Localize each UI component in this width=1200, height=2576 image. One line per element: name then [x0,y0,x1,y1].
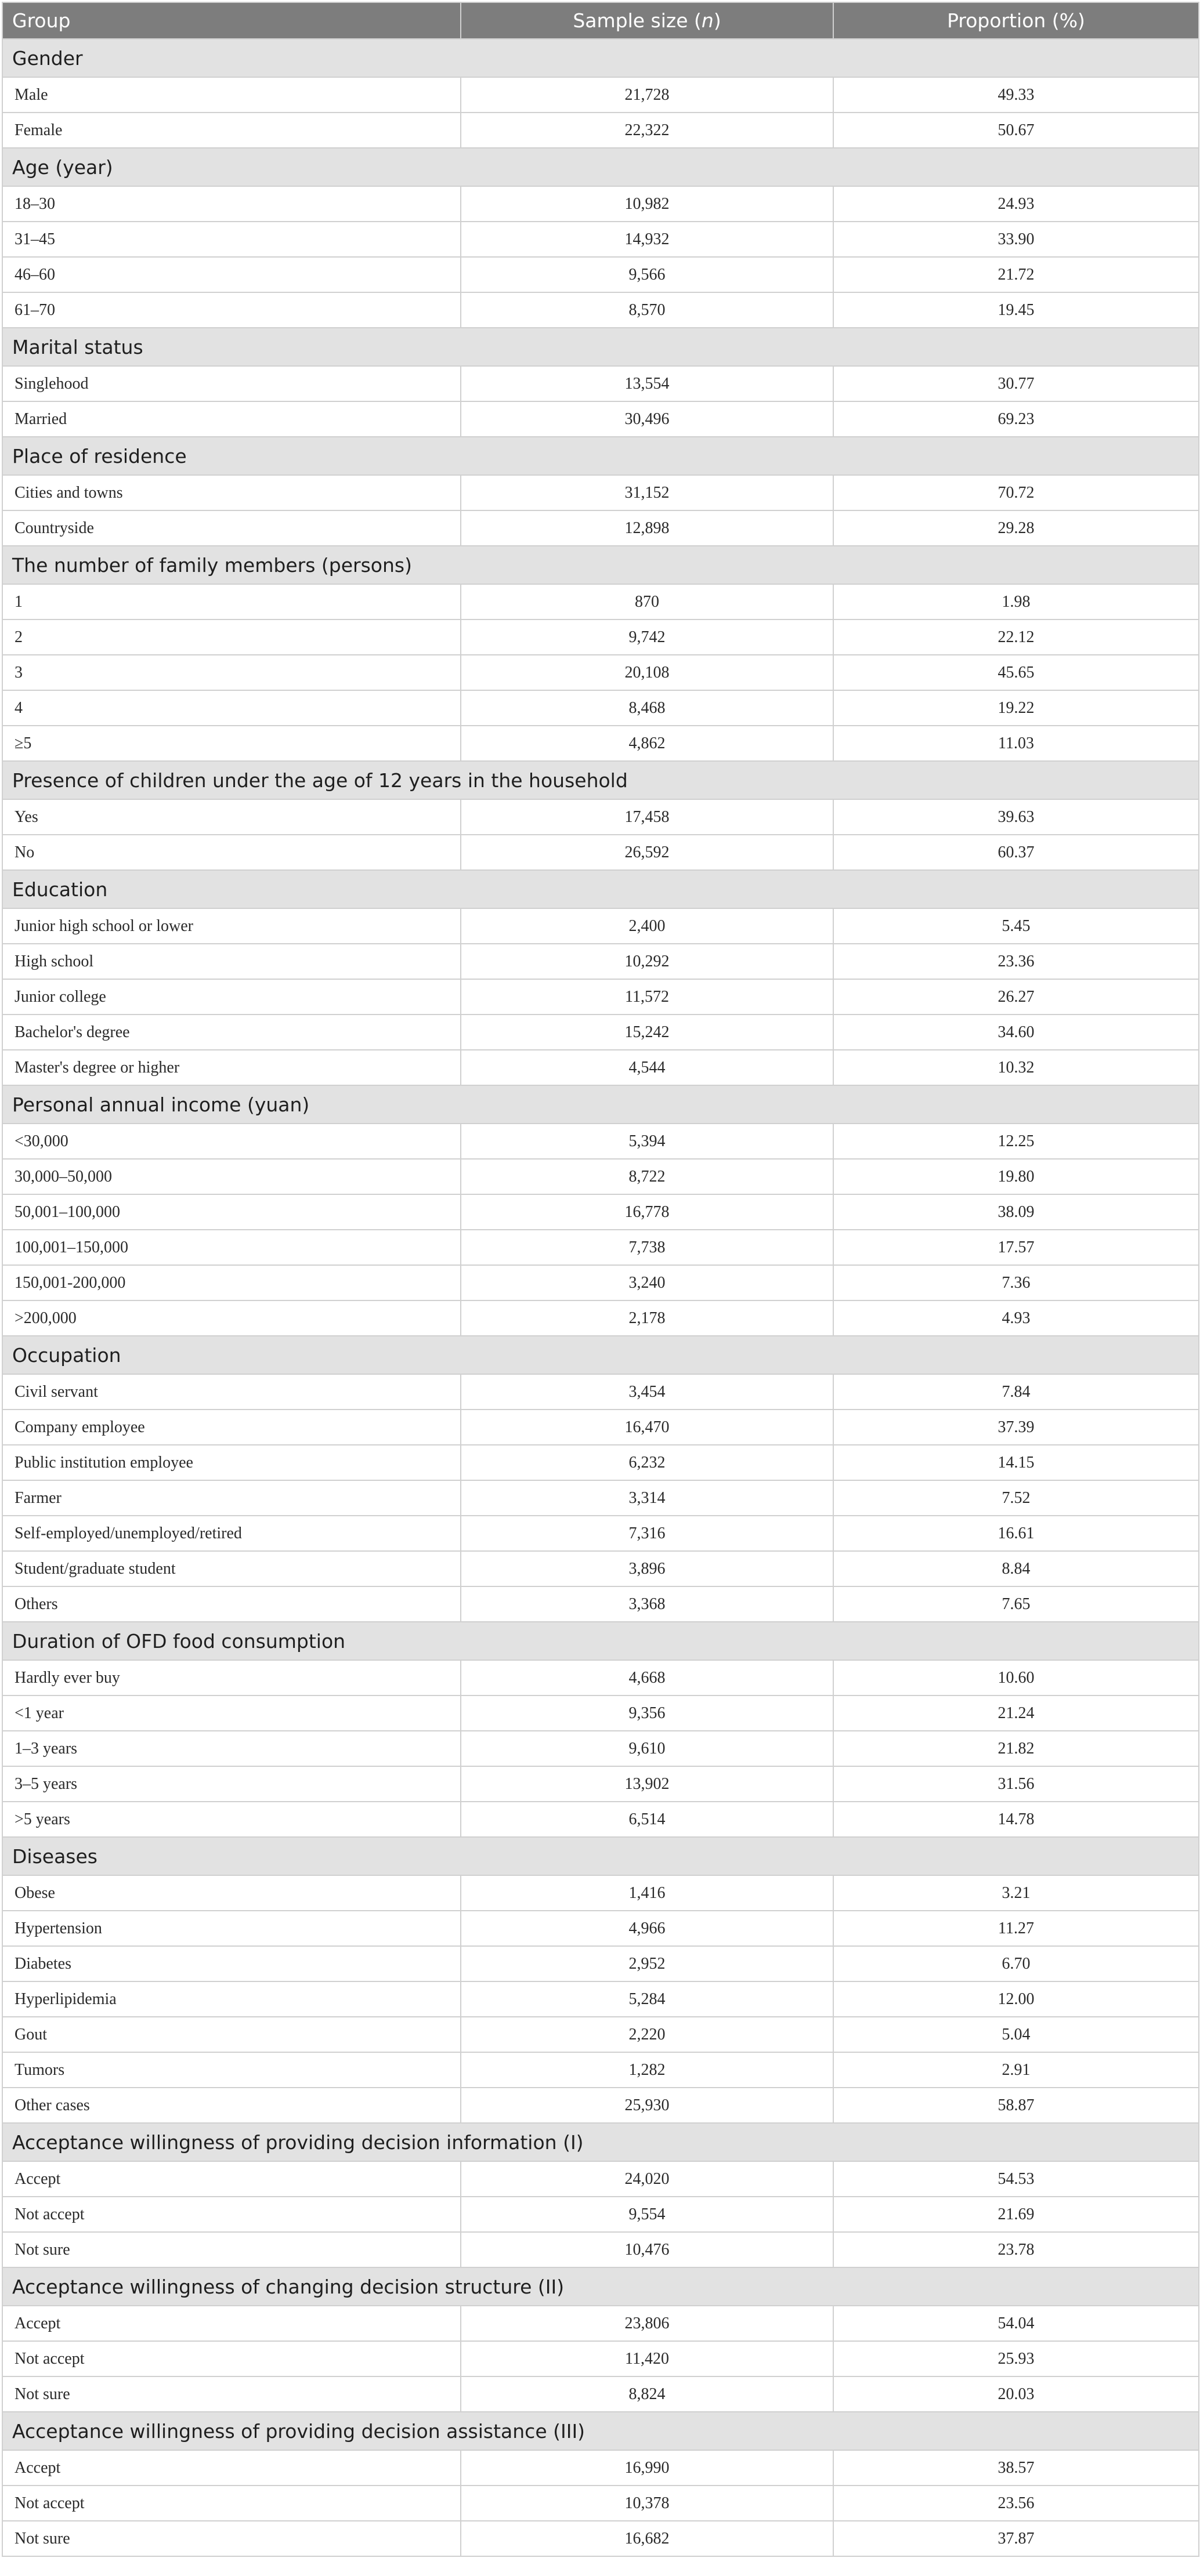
row-sample-size: 8,570 [461,292,833,328]
row-proportion: 29.28 [833,510,1199,546]
row-category: Married [2,401,461,437]
row-sample-size: 10,292 [461,944,833,979]
table-row [2,1516,1199,1551]
table-row [2,2450,1199,2486]
section-header-row [2,148,1199,186]
row-proportion: 19.45 [833,292,1199,328]
section-header-row [2,2267,1199,2306]
table-header [2,2,1199,39]
section-title: Gender [2,39,1199,77]
table-row [2,655,1199,690]
row-proportion: 21.24 [833,1695,1199,1731]
row-category: Junior college [2,979,461,1015]
row-sample-size: 10,378 [461,2486,833,2521]
row-proportion: 8.84 [833,1551,1199,1586]
row-sample-size: 10,982 [461,186,833,222]
row-proportion: 20.03 [833,2376,1199,2412]
section-header-row [2,546,1199,584]
table-row [2,2341,1199,2376]
row-proportion: 2.91 [833,2052,1199,2088]
section-header-row [2,437,1199,475]
row-category: 2 [2,619,461,655]
table-row [2,584,1199,619]
row-category: Not sure [2,2521,461,2556]
table-row [2,2521,1199,2556]
row-proportion: 49.33 [833,77,1199,113]
section-title: Place of residence [2,437,1199,475]
table-row [2,186,1199,222]
row-sample-size: 4,966 [461,1911,833,1946]
section-header-row [2,1085,1199,1124]
section-title: Marital status [2,328,1199,366]
row-proportion: 70.72 [833,475,1199,510]
row-proportion: 12.00 [833,1981,1199,2017]
section-title: The number of family members (persons) [2,546,1199,584]
row-proportion: 5.04 [833,2017,1199,2052]
row-proportion: 7.84 [833,1374,1199,1410]
row-sample-size: 3,454 [461,1374,833,1410]
row-category: Obese [2,1875,461,1911]
section-title: Duration of OFD food consumption [2,1622,1199,1660]
row-proportion: 11.27 [833,1911,1199,1946]
row-sample-size: 9,554 [461,2197,833,2232]
row-category: 3–5 years [2,1766,461,1802]
row-sample-size: 26,592 [461,835,833,870]
row-category: Yes [2,799,461,835]
section-header-row [2,1837,1199,1875]
row-proportion: 1.98 [833,584,1199,619]
header-sample-size [461,2,833,39]
table-row [2,2197,1199,2232]
row-category: 1–3 years [2,1731,461,1766]
table-row [2,1050,1199,1085]
row-proportion: 4.93 [833,1300,1199,1336]
row-category: Cities and towns [2,475,461,510]
row-sample-size: 4,862 [461,726,833,761]
row-proportion: 5.45 [833,908,1199,944]
row-proportion: 7.52 [833,1480,1199,1516]
table-row [2,2486,1199,2521]
row-sample-size: 13,902 [461,1766,833,1802]
row-proportion: 24.93 [833,186,1199,222]
header-proportion: Proportion (%) [833,2,1199,39]
row-category: Civil servant [2,1374,461,1410]
row-sample-size: 17,458 [461,799,833,835]
row-category: 46–60 [2,257,461,292]
row-proportion: 19.80 [833,1159,1199,1194]
section-title: Occupation [2,1336,1199,1374]
row-proportion: 12.25 [833,1124,1199,1159]
row-proportion: 38.57 [833,2450,1199,2486]
row-sample-size: 24,020 [461,2161,833,2197]
table-row [2,1194,1199,1230]
table-row [2,1586,1199,1622]
row-category: 100,001–150,000 [2,1230,461,1265]
section-title: Acceptance willingness of providing decision assistance (III) [2,2412,1199,2450]
row-sample-size: 2,178 [461,1300,833,1336]
row-proportion: 34.60 [833,1015,1199,1050]
table-row [2,944,1199,979]
row-proportion: 69.23 [833,401,1199,437]
section-title: Diseases [2,1837,1199,1875]
row-proportion: 31.56 [833,1766,1199,1802]
row-category: >5 years [2,1802,461,1837]
row-sample-size: 6,514 [461,1802,833,1837]
row-proportion: 50.67 [833,113,1199,148]
row-category: Accept [2,2161,461,2197]
section-header-row [2,761,1199,799]
row-proportion: 37.39 [833,1410,1199,1445]
table-row [2,77,1199,113]
row-sample-size: 9,610 [461,1731,833,1766]
row-category: Gout [2,2017,461,2052]
table-row [2,2376,1199,2412]
table-row [2,1551,1199,1586]
table-row [2,799,1199,835]
row-proportion: 33.90 [833,222,1199,257]
table-row [2,1695,1199,1731]
row-proportion: 58.87 [833,2088,1199,2123]
row-sample-size: 31,152 [461,475,833,510]
row-category: Male [2,77,461,113]
row-category: Countryside [2,510,461,546]
row-category: 3 [2,655,461,690]
table-row [2,2088,1199,2123]
row-sample-size: 8,722 [461,1159,833,1194]
row-sample-size: 3,368 [461,1586,833,1622]
row-category: Other cases [2,2088,461,2123]
row-sample-size: 9,742 [461,619,833,655]
row-proportion: 23.78 [833,2232,1199,2267]
row-sample-size: 16,682 [461,2521,833,2556]
row-category: Diabetes [2,1946,461,1981]
row-proportion: 54.04 [833,2306,1199,2341]
row-sample-size: 12,898 [461,510,833,546]
row-sample-size: 9,356 [461,1695,833,1731]
header-sample-size-n: n [701,9,714,32]
section-header-row [2,870,1199,908]
row-sample-size: 22,322 [461,113,833,148]
row-category: Student/graduate student [2,1551,461,1586]
row-sample-size: 13,554 [461,366,833,401]
row-category: Junior high school or lower [2,908,461,944]
row-proportion: 54.53 [833,2161,1199,2197]
table-row [2,1911,1199,1946]
section-header-row [2,2123,1199,2161]
row-sample-size: 20,108 [461,655,833,690]
row-proportion: 10.60 [833,1660,1199,1695]
row-category: Accept [2,2306,461,2341]
section-header-row [2,1622,1199,1660]
table-row [2,1374,1199,1410]
table-row [2,1946,1199,1981]
row-sample-size: 16,470 [461,1410,833,1445]
row-proportion: 39.63 [833,799,1199,835]
table-row [2,2306,1199,2341]
section-title: Acceptance willingness of providing decision information (I) [2,2123,1199,2161]
row-category: Not sure [2,2232,461,2267]
table-row [2,690,1199,726]
table-row [2,908,1199,944]
row-sample-size: 4,668 [461,1660,833,1695]
row-category: Not accept [2,2341,461,2376]
row-proportion: 7.65 [833,1586,1199,1622]
table-row [2,222,1199,257]
row-sample-size: 10,476 [461,2232,833,2267]
section-title: Education [2,870,1199,908]
row-category: Company employee [2,1410,461,1445]
row-proportion: 26.27 [833,979,1199,1015]
row-sample-size: 16,990 [461,2450,833,2486]
table-row [2,2052,1199,2088]
row-category: Not accept [2,2197,461,2232]
table-row [2,1015,1199,1050]
row-sample-size: 15,242 [461,1015,833,1050]
table-row [2,292,1199,328]
table-row [2,1480,1199,1516]
row-proportion: 10.32 [833,1050,1199,1085]
row-sample-size: 8,468 [461,690,833,726]
row-proportion: 16.61 [833,1516,1199,1551]
table-row [2,257,1199,292]
table-row [2,1410,1199,1445]
row-sample-size: 25,930 [461,2088,833,2123]
section-title: Personal annual income (yuan) [2,1085,1199,1124]
table-row [2,1766,1199,1802]
table-row [2,1981,1199,2017]
row-sample-size: 7,738 [461,1230,833,1265]
section-title: Presence of children under the age of 12 years in the household [2,761,1199,799]
table-row [2,726,1199,761]
table-row [2,619,1199,655]
row-proportion: 21.69 [833,2197,1199,2232]
row-sample-size: 7,316 [461,1516,833,1551]
row-sample-size: 8,824 [461,2376,833,2412]
row-proportion: 22.12 [833,619,1199,655]
row-proportion: 38.09 [833,1194,1199,1230]
row-category: Others [2,1586,461,1622]
table-row [2,2232,1199,2267]
row-category: Tumors [2,2052,461,2088]
table-row [2,2017,1199,2052]
row-category: Public institution employee [2,1445,461,1480]
row-proportion: 14.15 [833,1445,1199,1480]
row-category: <1 year [2,1695,461,1731]
demographics-table [2,2,1199,2557]
section-header-row [2,1336,1199,1374]
row-category: 18–30 [2,186,461,222]
row-category: Hypertension [2,1911,461,1946]
row-proportion: 7.36 [833,1265,1199,1300]
row-proportion: 3.21 [833,1875,1199,1911]
row-sample-size: 9,566 [461,257,833,292]
row-sample-size: 6,232 [461,1445,833,1480]
row-category: ≥5 [2,726,461,761]
table-row [2,835,1199,870]
table-row [2,1731,1199,1766]
row-proportion: 23.36 [833,944,1199,979]
row-category: Accept [2,2450,461,2486]
row-sample-size: 3,240 [461,1265,833,1300]
row-category: No [2,835,461,870]
row-sample-size: 3,314 [461,1480,833,1516]
row-proportion: 17.57 [833,1230,1199,1265]
row-category: 150,001-200,000 [2,1265,461,1300]
table-row [2,1875,1199,1911]
table-row [2,1124,1199,1159]
table-row [2,1300,1199,1336]
row-category: High school [2,944,461,979]
row-sample-size: 4,544 [461,1050,833,1085]
table-row [2,113,1199,148]
table-row [2,1265,1199,1300]
table-row [2,475,1199,510]
row-sample-size: 2,952 [461,1946,833,1981]
table-row [2,1230,1199,1265]
row-proportion: 21.72 [833,257,1199,292]
row-sample-size: 870 [461,584,833,619]
row-sample-size: 2,220 [461,2017,833,2052]
row-proportion: 19.22 [833,690,1199,726]
row-proportion: 30.77 [833,366,1199,401]
table-row [2,1445,1199,1480]
row-sample-size: 1,282 [461,2052,833,2088]
row-category: Hardly ever buy [2,1660,461,1695]
row-category: Not sure [2,2376,461,2412]
section-header-row [2,328,1199,366]
row-category: Not accept [2,2486,461,2521]
row-sample-size: 5,394 [461,1124,833,1159]
table-row [2,401,1199,437]
table-row [2,1660,1199,1695]
row-sample-size: 2,400 [461,908,833,944]
row-proportion: 23.56 [833,2486,1199,2521]
row-category: 4 [2,690,461,726]
row-category: Master's degree or higher [2,1050,461,1085]
table-row [2,510,1199,546]
row-category: <30,000 [2,1124,461,1159]
table-row [2,2161,1199,2197]
row-proportion: 6.70 [833,1946,1199,1981]
row-category: 61–70 [2,292,461,328]
header-row [2,2,1199,39]
row-sample-size: 23,806 [461,2306,833,2341]
section-title: Age (year) [2,148,1199,186]
row-sample-size: 5,284 [461,1981,833,2017]
row-sample-size: 1,416 [461,1875,833,1911]
table-row [2,1802,1199,1837]
table-row [2,1159,1199,1194]
row-proportion: 25.93 [833,2341,1199,2376]
row-proportion: 37.87 [833,2521,1199,2556]
table-body [2,39,1199,2556]
row-sample-size: 16,778 [461,1194,833,1230]
row-category: Bachelor's degree [2,1015,461,1050]
row-sample-size: 11,420 [461,2341,833,2376]
table-row [2,979,1199,1015]
row-category: 1 [2,584,461,619]
row-category: Singlehood [2,366,461,401]
row-proportion: 11.03 [833,726,1199,761]
row-sample-size: 21,728 [461,77,833,113]
row-category: 30,000–50,000 [2,1159,461,1194]
header-sample-size-prefix: Sample size ( [573,9,702,32]
row-category: Female [2,113,461,148]
row-sample-size: 30,496 [461,401,833,437]
row-sample-size: 14,932 [461,222,833,257]
row-category: 31–45 [2,222,461,257]
row-category: 50,001–100,000 [2,1194,461,1230]
row-proportion: 21.82 [833,1731,1199,1766]
header-sample-size-suffix: ) [713,9,721,32]
row-category: >200,000 [2,1300,461,1336]
section-title: Acceptance willingness of changing decision structure (II) [2,2267,1199,2306]
row-proportion: 14.78 [833,1802,1199,1837]
section-header-row [2,2412,1199,2450]
row-proportion: 60.37 [833,835,1199,870]
row-category: Self-employed/unemployed/retired [2,1516,461,1551]
row-category: Hyperlipidemia [2,1981,461,2017]
header-group: Group [2,2,461,39]
row-sample-size: 11,572 [461,979,833,1015]
table-row [2,366,1199,401]
section-header-row [2,39,1199,77]
row-category: Farmer [2,1480,461,1516]
row-proportion: 45.65 [833,655,1199,690]
row-sample-size: 3,896 [461,1551,833,1586]
